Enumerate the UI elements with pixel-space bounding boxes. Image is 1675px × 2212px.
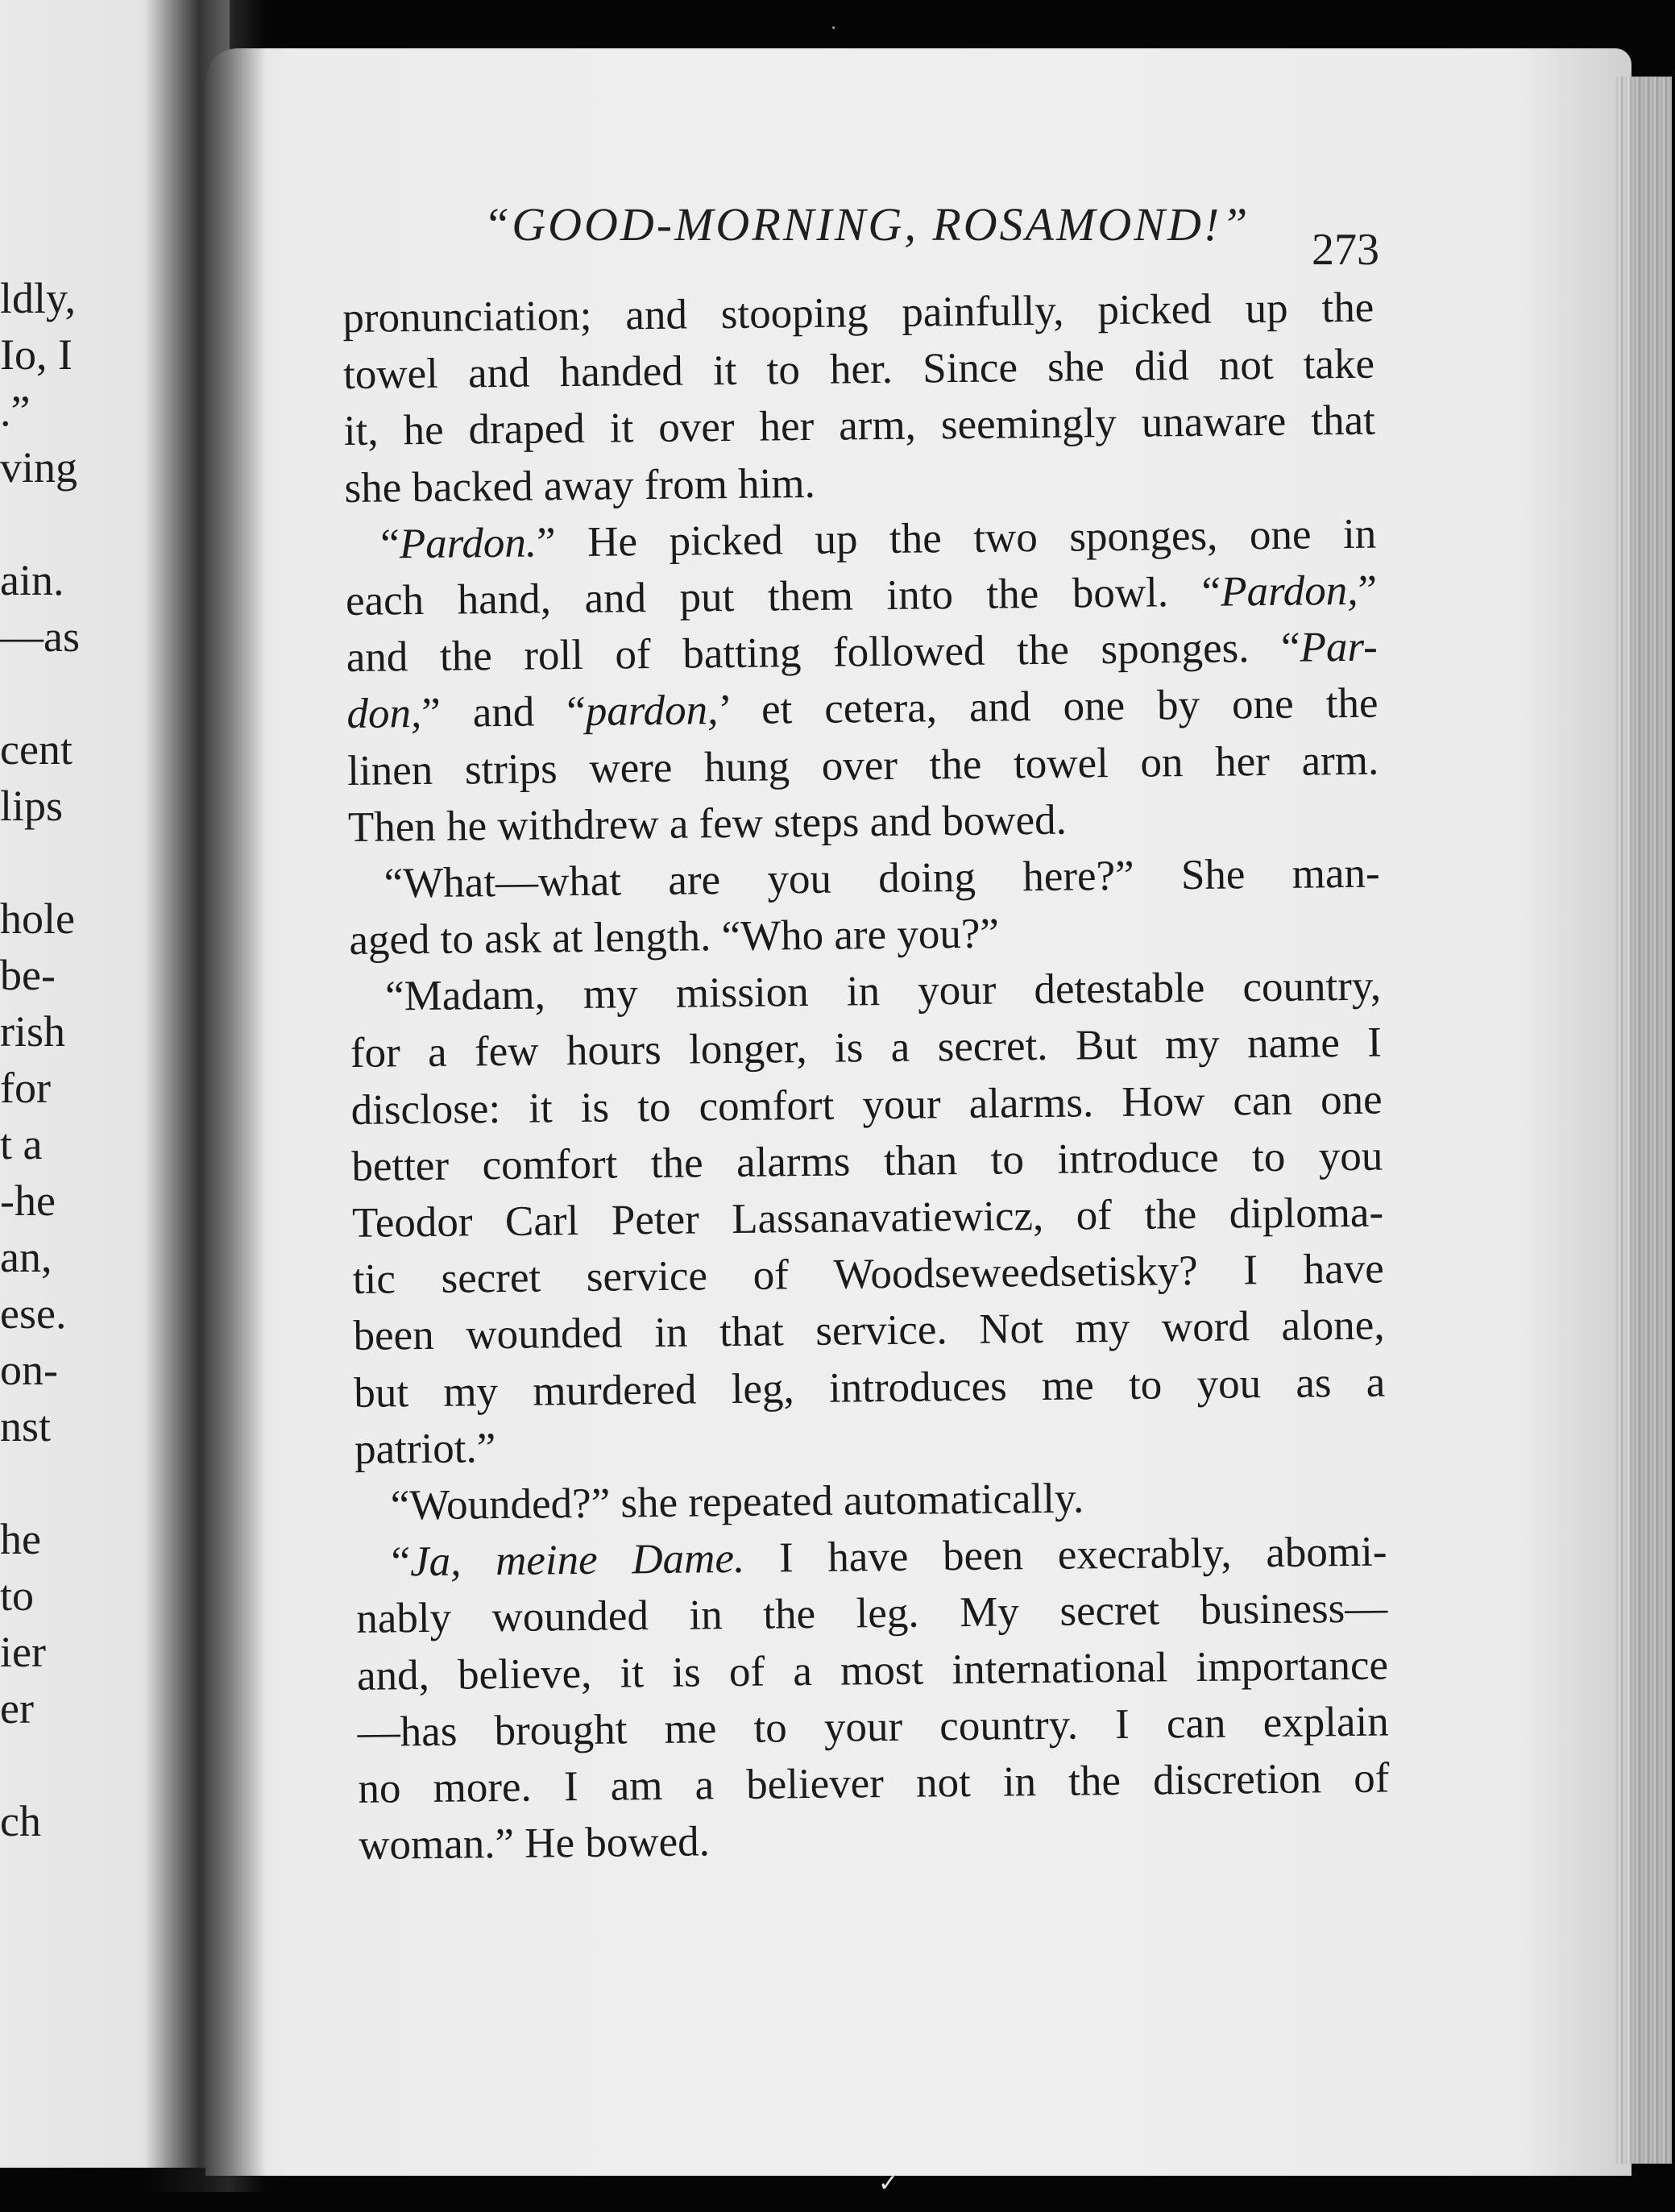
italic-text: pardon, bbox=[585, 687, 719, 736]
text-segment: ” He picked up the two sponges, one in bbox=[536, 510, 1377, 566]
text-line bbox=[358, 1749, 1390, 1817]
left-page-fragment: .” bbox=[0, 387, 31, 435]
text-segment: disclose: it is to comfort your alarms. How can one bbox=[350, 1076, 1383, 1134]
left-page-fragment: ldly, bbox=[0, 274, 76, 322]
text-line bbox=[346, 562, 1378, 630]
text-segment: I have been execrably, abomi- bbox=[744, 1528, 1387, 1582]
gutter-shadow bbox=[145, 0, 266, 2192]
text-segment: it, he draped it over her arm, seemingly unaware that bbox=[343, 396, 1376, 455]
text-line bbox=[348, 788, 1380, 856]
text-line bbox=[352, 1185, 1384, 1252]
left-page-fragment: ain. bbox=[0, 556, 64, 604]
text-segment: “ bbox=[380, 521, 400, 568]
text-line bbox=[344, 449, 1376, 517]
text-line bbox=[343, 392, 1375, 460]
page-fore-edge bbox=[1615, 77, 1672, 2164]
text-line bbox=[357, 1693, 1389, 1761]
left-page-fragment: ving bbox=[0, 443, 78, 492]
left-page-fragment: to bbox=[0, 1571, 35, 1620]
text-segment: and the roll of batting followed the sponges. “ bbox=[346, 624, 1300, 682]
italic-text: Par- bbox=[1300, 623, 1379, 671]
text-line bbox=[350, 1015, 1383, 1082]
text-segment: —has brought me to your country. I can explain bbox=[357, 1698, 1389, 1756]
scan-speck: ✓ bbox=[878, 2170, 899, 2197]
left-page-fragment: for bbox=[0, 1064, 51, 1112]
text-segment: woman.” He bowed. bbox=[358, 1818, 711, 1869]
left-page-fragment: nst bbox=[0, 1402, 52, 1450]
left-page-fragment: lips bbox=[0, 782, 64, 830]
text-line bbox=[349, 902, 1381, 969]
text-segment: aged to ask at length. “Who are you?” bbox=[349, 910, 1000, 965]
text-line bbox=[359, 1807, 1391, 1874]
text-line bbox=[352, 1241, 1384, 1309]
text-line bbox=[346, 675, 1379, 743]
left-page-fragment: t a bbox=[0, 1120, 43, 1168]
text-line bbox=[350, 1071, 1383, 1139]
text-line bbox=[353, 1297, 1385, 1365]
text-segment: towel and handed it to her. Since she did not take bbox=[342, 340, 1375, 399]
text-segment: “Wounded?” she repeated automatically. bbox=[390, 1475, 1084, 1529]
text-line bbox=[346, 619, 1378, 687]
text-segment: “What—what are you doing here?” She man- bbox=[384, 849, 1380, 907]
text-line bbox=[354, 1410, 1387, 1478]
text-line bbox=[345, 505, 1377, 573]
left-page-fragment: Io, I bbox=[0, 330, 73, 379]
left-page-fragment: on- bbox=[0, 1346, 58, 1394]
italic-text: Pardon, bbox=[1220, 566, 1358, 616]
text-segment: ” bbox=[1358, 566, 1378, 614]
text-line bbox=[356, 1580, 1388, 1648]
text-line bbox=[348, 845, 1380, 912]
scan-speck: · bbox=[830, 16, 838, 41]
left-page-fragment: ese. bbox=[0, 1289, 67, 1338]
text-segment: tic secret service of Woodseweedsetisky? I have bbox=[352, 1245, 1385, 1304]
text-line bbox=[351, 1127, 1383, 1195]
italic-text: Pardon. bbox=[399, 519, 537, 568]
text-line bbox=[354, 1467, 1387, 1534]
italic-text: don, bbox=[346, 690, 422, 738]
left-page-fragment: -he bbox=[0, 1177, 56, 1225]
running-head: “GOOD-MORNING, ROSAMOND!” bbox=[483, 198, 1250, 251]
text-line bbox=[343, 336, 1375, 404]
text-segment: pronunciation; and stooping painfully, picked up the bbox=[342, 284, 1374, 342]
left-page-fragment: rish bbox=[0, 1007, 65, 1056]
left-page-fragment: hole bbox=[0, 894, 75, 943]
text-line bbox=[355, 1524, 1387, 1592]
text-segment: better comfort the alarms than to introduce to you bbox=[351, 1132, 1383, 1190]
left-page-fragment: cent bbox=[0, 725, 73, 774]
left-page-fragment: he bbox=[0, 1515, 41, 1563]
text-line bbox=[354, 1354, 1386, 1421]
text-segment: no more. I am a believer not in the discretion of bbox=[358, 1754, 1390, 1812]
text-segment: each hand, and put them into the bowl. “ bbox=[345, 568, 1221, 625]
text-line bbox=[357, 1637, 1389, 1704]
text-segment: linen strips were hung over the towel on her arm. bbox=[346, 737, 1379, 795]
text-segment: patriot.” bbox=[354, 1424, 496, 1473]
left-page-fragment: be- bbox=[0, 951, 56, 999]
text-segment: for a few hours longer, is a secret. But my name I bbox=[350, 1019, 1383, 1077]
text-segment: but my murdered leg, introduces me to you as a bbox=[354, 1359, 1386, 1417]
left-page-fragment: —as bbox=[0, 612, 80, 661]
page-number: 273 bbox=[1312, 225, 1379, 275]
text-segment: ’ et cetera, and one by one the bbox=[717, 679, 1379, 734]
text-line bbox=[342, 280, 1374, 347]
text-line bbox=[350, 958, 1382, 1026]
text-segment: nably wounded in the leg. My secret business— bbox=[355, 1584, 1388, 1643]
left-page-fragment: ier bbox=[0, 1628, 46, 1676]
text-segment: ” and “ bbox=[421, 688, 587, 737]
text-segment: she backed away from him. bbox=[344, 459, 816, 512]
text-segment: Teodor Carl Peter Lassanavatiewicz, of the diploma- bbox=[351, 1189, 1384, 1247]
text-segment: Then he withdrew a few steps and bowed. bbox=[347, 796, 1068, 851]
left-page-fragment: ch bbox=[0, 1797, 41, 1845]
text-segment: “Madam, my mission in your detestable country, bbox=[384, 962, 1382, 1020]
italic-text: Ja, meine Dame. bbox=[409, 1534, 745, 1586]
text-segment: been wounded in that service. Not my word alone, bbox=[353, 1301, 1385, 1360]
text-segment: “ bbox=[391, 1538, 411, 1586]
text-segment: and, believe, it is of a most international importance bbox=[356, 1641, 1389, 1699]
text-line bbox=[347, 732, 1379, 799]
left-page-fragment: er bbox=[0, 1684, 34, 1733]
left-page-fragment: an, bbox=[0, 1233, 52, 1281]
body-text bbox=[342, 280, 1391, 1874]
